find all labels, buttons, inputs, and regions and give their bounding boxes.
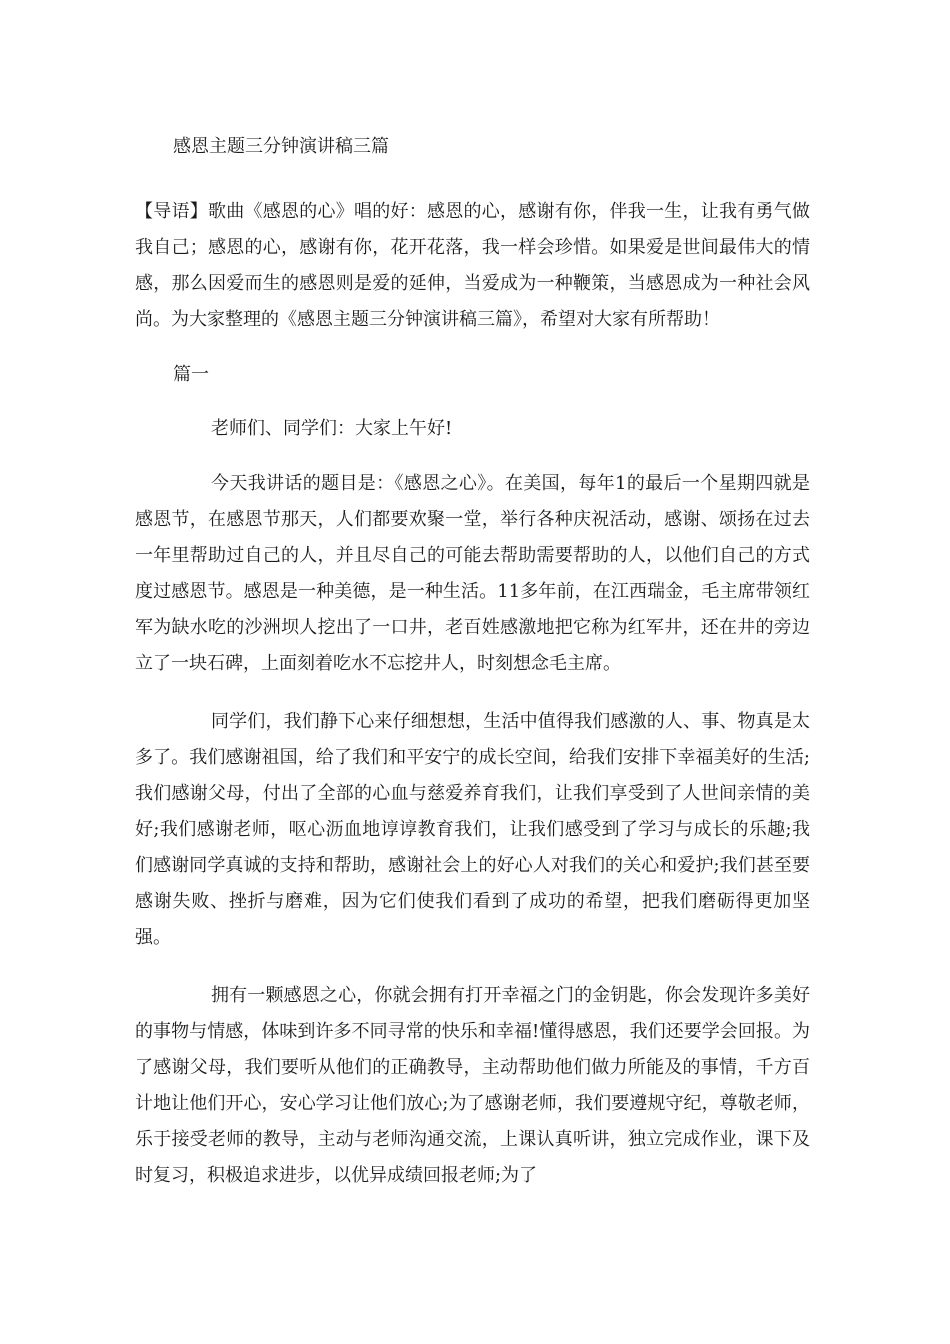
document-title: 感恩主题三分钟演讲稿三篇 <box>173 136 389 157</box>
body-paragraph-1: 今天我讲话的题目是：《感恩之心》。在美国，每年1的最后一个星期四就是感恩节，在感恩节那天，人们都要欢聚一堂，举行各种庆祝活动，感谢、颂扬在过去一年里帮助过自己的人，并且尽自己的可能去帮助需要帮助的人，以他们自己的方式度过感恩节。感恩是一种美德，是一种生活。11多年前，在江西瑞金，毛主席带领红军为缺水吃的沙洲坝人挖出了一口井，老百姓感激地把它称为红军井，还在井的旁边立了一块石碑，上面刻着吃水不忘挖井人，时刻想念毛主席。 <box>135 473 810 674</box>
document-page <box>135 130 810 1216</box>
body-paragraph-3: 拥有一颗感恩之心，你就会拥有打开幸福之门的金钥匙，你会发现许多美好的事物与情感，体味到许多不同寻常的快乐和幸福!懂得感恩，我们还要学会回报。为了感谢父母，我们要听从他们的正确教导，主动帮助他们做力所能及的事情，千方百计地让他们开心，安心学习让他们放心;为了感谢老师，我们要遵规守纪，尊敬老师，乐于接受老师的教导，主动与老师沟通交流，上课认真听讲，独立完成作业，课下及时复习，积极追求进步，以优异成绩回报老师;为了 <box>135 985 810 1186</box>
speech-greeting: 老师们、同学们：大家上午好! <box>211 418 453 439</box>
section-heading: 篇一 <box>173 364 209 385</box>
body-paragraph-2: 同学们，我们静下心来仔细想想，生活中值得我们感激的人、事、物真是太多了。我们感谢祖国，给了我们和平安宁的成长空间，给我们安排下幸福美好的生活;我们感谢父母，付出了全部的心血与慈爱养育我们，让我们享受到了人世间亲情的美好;我们感谢老师，呕心沥血地谆谆教育我们，让我们感受到了学习与成长的乐趣;我们感谢同学真诚的支持和帮助，感谢社会上的好心人对我们的关心和爱护;我们甚至要感谢失败、挫折与磨难，因为它们使我们看到了成功的希望，把我们磨砺得更加坚强。 <box>135 711 811 948</box>
intro-paragraph: 【导语】歌曲《感恩的心》唱的好：感恩的心，感谢有你，伴我一生，让我有勇气做我自己；感恩的心，感谢有你，花开花落，我一样会珍惜。如果爱是世间最伟大的情感，那么因爱而生的感恩则是爱的延伸，当爱成为一种鞭策，当感恩成为一种社会风尚。为大家整理的《感恩主题三分钟演讲稿三篇》，希望对大家有所帮助！ <box>135 201 810 330</box>
